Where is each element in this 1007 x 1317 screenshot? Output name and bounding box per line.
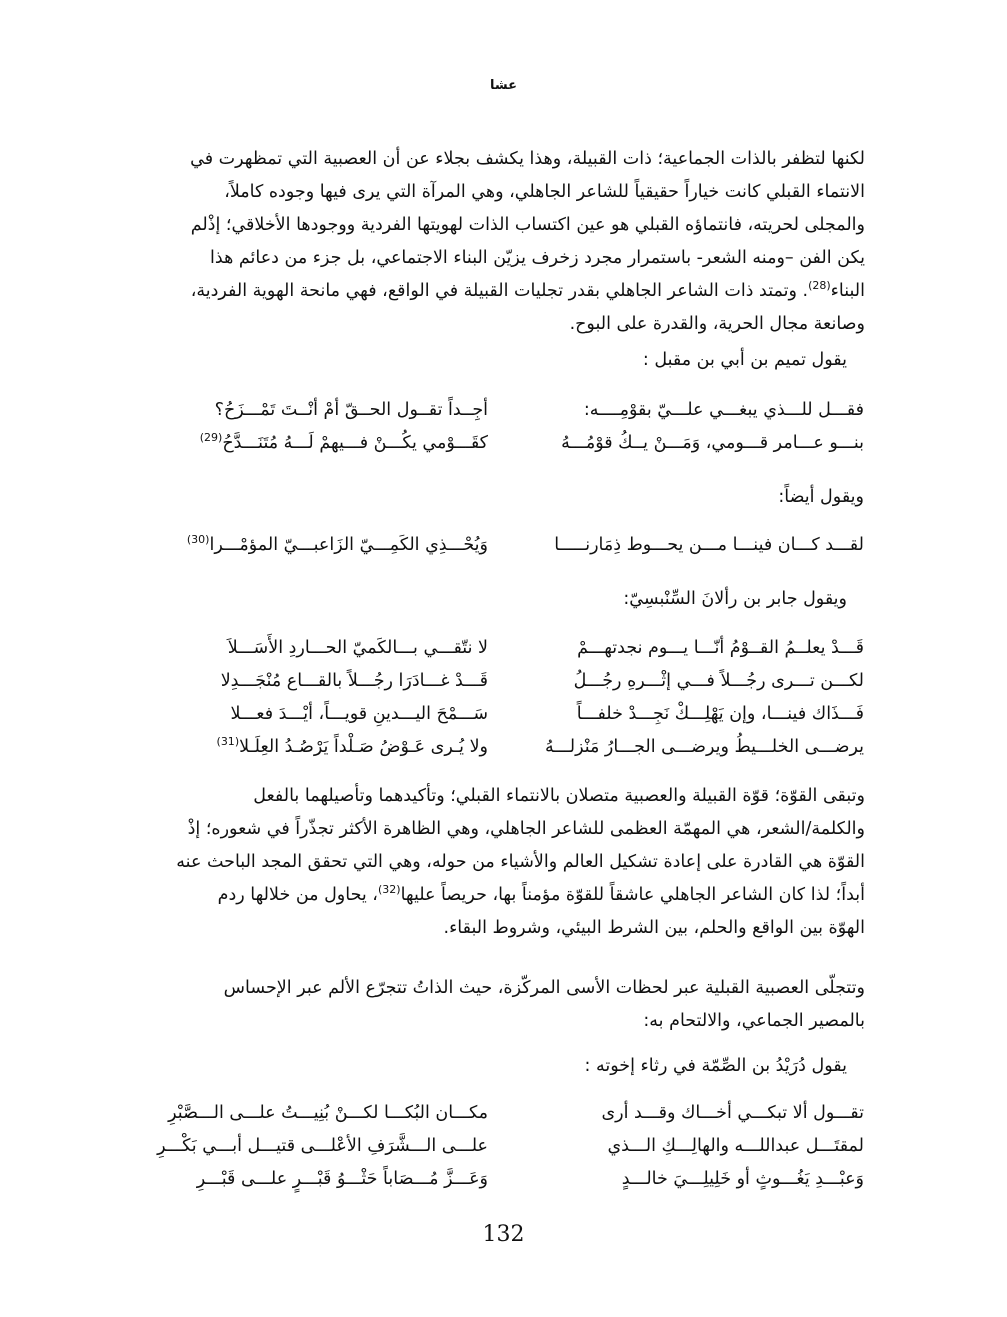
paragraph-2-line: وتبقى القوّة؛ قوّة القبيلة والعصبية متصلان بالانتماء القبلي؛ وتأكيدهما وتأصيلهما بالفعل [253,786,865,806]
paragraph-2-line: القوّة هي القادرة على إعادة تشكيل العالم والأشياء من حوله، وهي التي تحقق المجد الباحث عنه [176,852,865,872]
verse-hemistich-first: بنـــو عـــامر قـــومي، وَمَـــنْ يــكُ قوْمُـــهُ [561,433,864,453]
paragraph-1-line: الانتماء القبلي كانت خياراً حقيقياً للشاعر الجاهلي، وهي المرآة التي يرى فيها وجوده كاملاً، [224,182,865,202]
paragraph-1-line: وصانعة مجال الحرية، والقدرة على البوح. [569,314,865,334]
paragraph-3-line: بالمصير الجماعي، والالتحام به: [643,1011,865,1031]
verse-hemistich-first: قَـــدْ يعلــمُ القــوْمُ أنّـــا يـــوم نجدتهـــمْ [577,638,864,658]
footnote-ref-32[interactable]: (32) [377,883,401,897]
also-says: ويقول أيضاً: [778,487,864,507]
verse-hemistich-second: سَـــمْحَ اليـــدينِ قويـــاً، أيْـــدَ فعـــلا [230,704,488,724]
paragraph-1 [143,143,865,341]
verse-hemistich-second: كقَـــوْمي يكُـــنْ فـــيهمْ لَـــهُ مُتَنَـــدَّحُ$^{(29)}$ [199,431,488,453]
verse-hemistich-second: لا نتّقـــي بـــالكَميّ الحـــاردِ الأَسَـــلاَ [227,638,488,658]
paragraph-2-line: والكلمة/الشعر، هي المهمّة العظمى للشاعر الجاهلي، وهي الظاهرة الأكثر تجذّراً في شعوره؛ إذْ [187,819,865,839]
verse-hemistich-first: وَعبْـــدِ يَغُـــوثٍ أو خَلِيلِـــيَ خالـــدٍ [621,1169,864,1189]
paragraph-1-line: يكن الفن –ومنه الشعر- باستمرار مجرد زخرف يزيّن البناء الاجتماعي، بل جزء من دعائم هذا [210,248,865,268]
paragraph-3-line: وتتجلّى العصبية القبلية عبر لحظات الأسى المركّزة، حيث الذاتُ تتجرّع الألم عبر الإحساس [223,978,865,998]
verse-hemistich-first: لكـــن تـــرى رجُـــلاً فـــي إثْـــرهِ رجُـــلُ [573,671,864,691]
paragraph-1-line: لكنها لتظفر بالذات الجماعية؛ ذات القبيلة، وهذا يكشف بجلاء عن أن العصبية التي تمظهرت في [190,149,865,169]
paragraph-2-line: أبداً؛ لذا كان الشاعر الجاهلي عاشقاً للقوّة مؤمناً بها، حريصاً عليها$^{(32)}$، يحاول من خلالها ردم [217,883,865,905]
verse-hemistich-second: وَيُحْـــذِي الكَمِـــيّ الزَاعبـــيّ المؤمْـــرا$^{(30)}$ [186,533,488,555]
verse-hemistich-first: تقـــول ألا تبكـــي أخـــاك وقـــد أرى [601,1103,864,1123]
verse-hemistich-first: فَـــذَاك فينـــا، وإن يَهْلِـــكْ نَجِـــدْ خلفـــاً [576,704,864,724]
verse-hemistich-second: وَعَـــزَّ مُـــصَاباً حَثْـــوُ قَبْـــرٍ علـــى قَبْـــرِ [196,1169,488,1189]
intro-tamim: يقول تميم بن أبي بن مقبل : [642,350,847,370]
intro-durayd: يقول دُرَيْدُ بن الصِّمّة في رثاء إخوته : [584,1056,847,1076]
verse-hemistich-second: ولا يُـرى عَـوْضُ صَـلْداً يَرْصُـدُ العِلَـلا$^{(31)}$ [216,735,488,757]
paragraph-1-line: والمجلى لحريته، فانتماؤه القبلي هو عين اكتساب الذات لهويتها الفردية ووجودها الأخلاقي؛ إذْلم [190,215,865,235]
paragraph-2-line: الهوّة بين الواقع والحلم، بين الشرط البيئي، وشروط البقاء. [443,918,865,938]
verse-hemistich-first: لمقتَـــل عبداللـــه والهالِـــكِ الـــذي [607,1136,864,1156]
footnote-ref-29[interactable]: (29) [199,431,223,445]
intro-jabir: ويقول جابر بن رألانَ السِّنْبسِيّ: [623,589,847,609]
footnote-ref-28[interactable]: (28) [808,279,831,293]
verse-hemistich-second: مكـــان البُكـــا لكـــنْ بُنِيـــتُ علـــى الـــصَّبْرِ [168,1103,488,1123]
paragraph-1-line: البناء$^{(28)}$. وتمتد ذات الشاعر الجاهلي بقدر تجليات القبيلة في الواقع، فهي مانحة الهوية الفردية، [190,279,865,301]
paragraph-2 [143,780,865,945]
verse-hemistich-second: أجِــداً تقــول الحــقّ أمْ أنْــتَ تَمْـــزَحُ؟ [214,400,488,420]
verse-hemistich-first: فقـــل للـــذي يبغـــي علـــيّ بقوْمِــــه: [583,400,864,420]
footnote-ref-31[interactable]: (31) [216,735,240,749]
footnote-ref-30[interactable]: (30) [186,533,210,547]
verse-hemistich-first: يرضـــى الخلـــيطُ ويرضـــى الجـــارُ مَنْزلـــهُ [544,737,864,757]
paragraph-3 [143,972,865,1038]
verse-hemistich-second: قَـــدْ غـــادَرَا رجُـــلاً بالقـــاع مُنْجَـــدِلا [220,671,488,691]
running-header: عشا [490,78,517,93]
verse-hemistich-second: علـــى الـــشَّرَفِ الأعْلـــى قتيـــل أبـــي بَكْـــرِ [157,1136,488,1156]
verse-hemistich-first: لقـــد كـــان فينـــا مـــن يحـــوط ذِمَارنـــــا [554,535,864,555]
page-number: 132 [482,1222,525,1247]
